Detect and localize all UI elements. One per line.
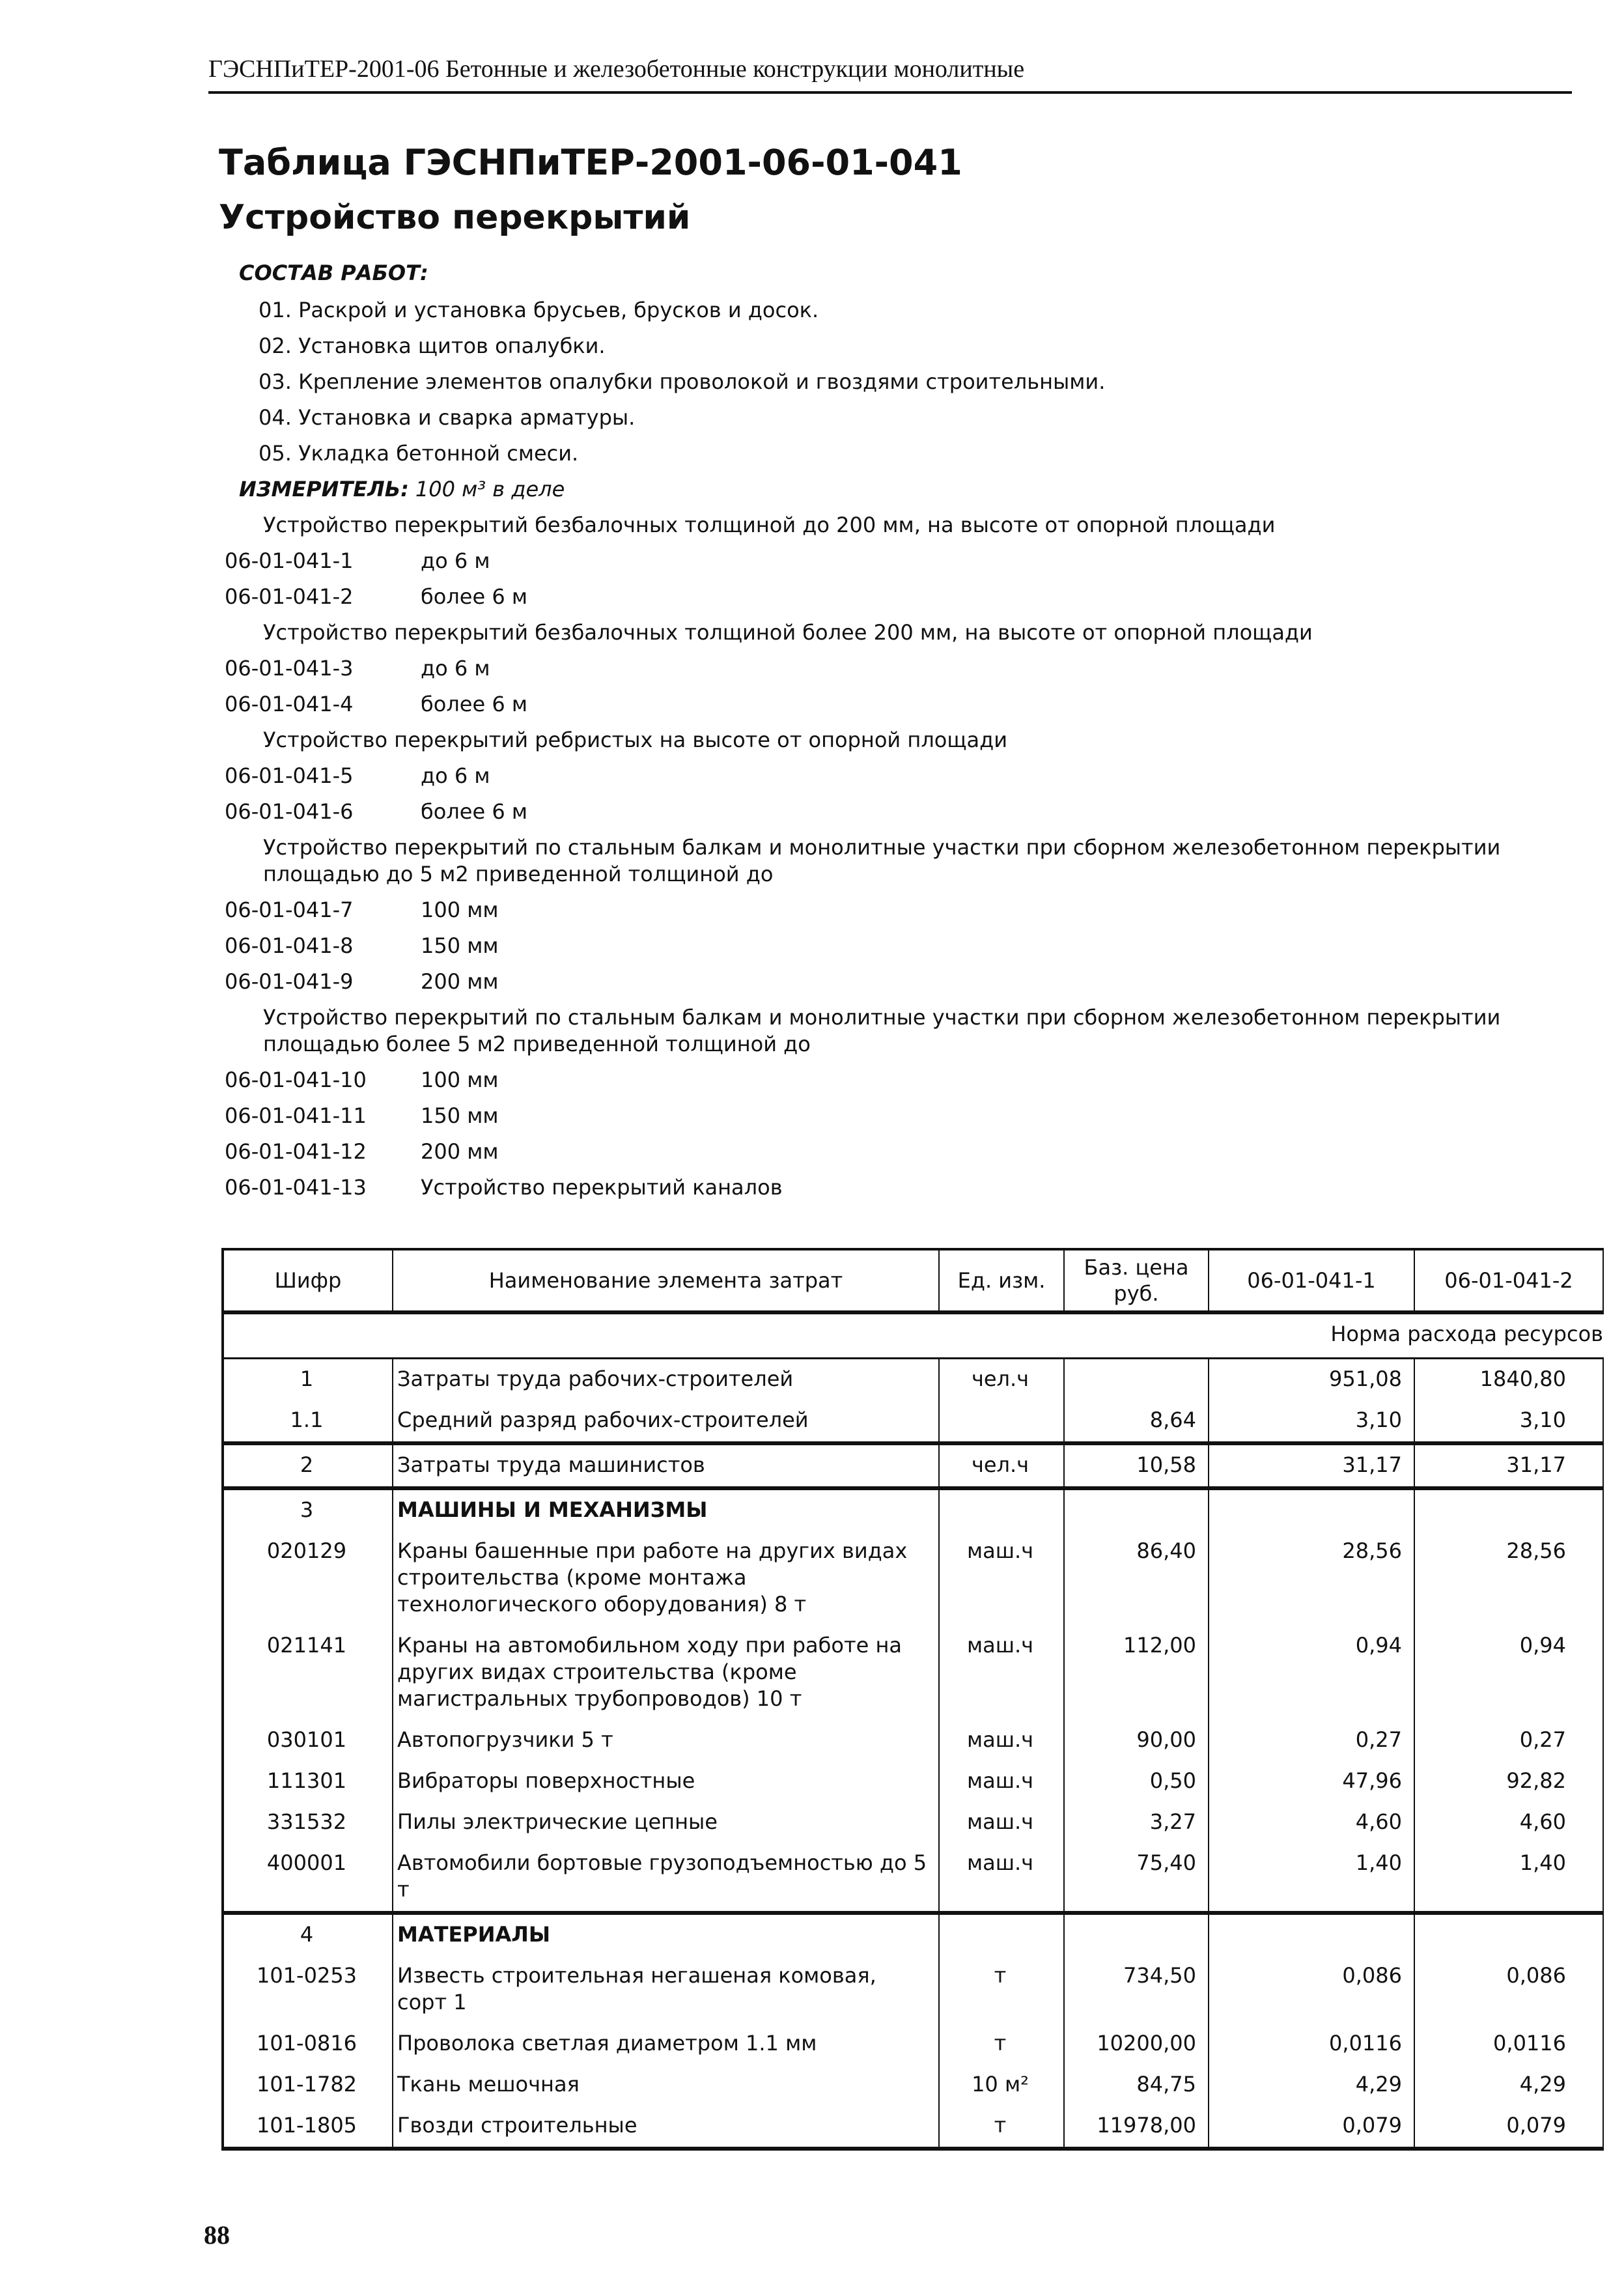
cell-unit: т bbox=[939, 2106, 1064, 2149]
column-header: 06-01-041-2 bbox=[1414, 1249, 1603, 1312]
column-header: Баз. цена руб. bbox=[1064, 1249, 1209, 1312]
column-header: 06-01-041-1 bbox=[1209, 1249, 1414, 1312]
norm-variant: 200 мм bbox=[421, 969, 499, 994]
cell-value-1 bbox=[1209, 1488, 1414, 1531]
cell-unit bbox=[939, 1913, 1064, 1956]
norm-variant: более 6 м bbox=[421, 799, 527, 824]
norm-code: 06-01-041-6 bbox=[225, 799, 354, 824]
cell-name: МАТЕРИАЛЫ bbox=[393, 1913, 939, 1956]
work-item: 04. Установка и сварка арматуры. bbox=[259, 405, 636, 430]
cell-name: Гвозди строительные bbox=[393, 2106, 939, 2149]
norm-code: 06-01-041-1 bbox=[225, 548, 354, 573]
cell-price bbox=[1064, 1913, 1209, 1956]
cell-price: 112,00 bbox=[1064, 1626, 1209, 1720]
cell-unit: т bbox=[939, 1956, 1064, 2024]
cell-price: 10,58 bbox=[1064, 1443, 1209, 1488]
cell-value-2: 4,60 bbox=[1414, 1802, 1603, 1843]
cell-value-1: 0,0116 bbox=[1209, 2024, 1414, 2065]
group-description: Устройство перекрытий по стальным балкам и монолитные участки при сборном железобетонном перекрытии площадью до 5 м2 приведенной толщиной до bbox=[263, 835, 1501, 886]
table-row bbox=[223, 1802, 1603, 1843]
table-subtitle: Устройство перекрытий bbox=[219, 198, 691, 237]
cell-name: Средний разряд рабочих-строителей bbox=[393, 1400, 939, 1443]
norm-code: 06-01-041-10 bbox=[225, 1067, 367, 1092]
column-header: Наименование элемента затрат bbox=[393, 1249, 939, 1312]
cell-value-2: 4,29 bbox=[1414, 2065, 1603, 2106]
cell-name: Затраты труда рабочих-строителей bbox=[393, 1359, 939, 1401]
norm-variant: более 6 м bbox=[421, 584, 527, 609]
cell-price: 75,40 bbox=[1064, 1843, 1209, 1913]
norm-variant: 150 мм bbox=[421, 1103, 499, 1128]
cell-code: 2 bbox=[223, 1443, 393, 1488]
cell-price: 84,75 bbox=[1064, 2065, 1209, 2106]
table-title: Таблица ГЭСНПиТЕР-2001-06-01-041 bbox=[219, 142, 962, 183]
norm-code: 06-01-041-5 bbox=[225, 763, 354, 788]
table-row bbox=[223, 2024, 1603, 2065]
cell-name: Проволока светлая диаметром 1.1 мм bbox=[393, 2024, 939, 2065]
cell-value-2: 0,086 bbox=[1414, 1956, 1603, 2024]
column-header: Шифр bbox=[223, 1249, 393, 1312]
cell-value-1: 1,40 bbox=[1209, 1843, 1414, 1913]
table-row bbox=[223, 1843, 1603, 1913]
cell-name: Известь строительная негашеная комовая, сорт 1 bbox=[393, 1956, 939, 2024]
page-number: 88 bbox=[204, 2220, 230, 2250]
cell-price: 10200,00 bbox=[1064, 2024, 1209, 2065]
cell-value-1: 0,27 bbox=[1209, 1720, 1414, 1761]
cell-value-1: 0,086 bbox=[1209, 1956, 1414, 2024]
cell-value-2 bbox=[1414, 1913, 1603, 1956]
cell-code: 331532 bbox=[223, 1802, 393, 1843]
cell-unit: маш.ч bbox=[939, 1720, 1064, 1761]
cell-value-1: 951,08 bbox=[1209, 1359, 1414, 1401]
norm-code: 06-01-041-2 bbox=[225, 584, 354, 609]
norm-code: 06-01-041-7 bbox=[225, 898, 354, 922]
cell-unit: маш.ч bbox=[939, 1843, 1064, 1913]
cell-value-1: 3,10 bbox=[1209, 1400, 1414, 1443]
cell-value-1: 4,29 bbox=[1209, 2065, 1414, 2106]
table-row bbox=[223, 1761, 1603, 1802]
norm-code: 06-01-041-4 bbox=[225, 692, 354, 716]
norm-code: 06-01-041-3 bbox=[225, 656, 354, 681]
works-label: СОСТАВ РАБОТ: bbox=[239, 261, 428, 285]
meter-line bbox=[239, 476, 565, 503]
table-row bbox=[223, 1488, 1603, 1531]
norm-variant: более 6 м bbox=[421, 692, 527, 716]
cell-code: 101-1782 bbox=[223, 2065, 393, 2106]
cell-price bbox=[1064, 1359, 1209, 1401]
cell-unit: маш.ч bbox=[939, 1531, 1064, 1626]
cell-name: Пилы электрические цепные bbox=[393, 1802, 939, 1843]
meter-label: ИЗМЕРИТЕЛЬ: bbox=[239, 477, 409, 502]
cell-code: 1.1 bbox=[223, 1400, 393, 1443]
cell-value-2: 31,17 bbox=[1414, 1443, 1603, 1488]
cell-name: Краны башенные при работе на других видах строительства (кроме монтажа технологического оборудования) 8 т bbox=[393, 1531, 939, 1626]
norm-code: 06-01-041-12 bbox=[225, 1139, 367, 1164]
running-head: ГЭСНПиТЕР-2001-06 Бетонные и железобетонные конструкции монолитные bbox=[208, 55, 1025, 83]
cell-name: Ткань мешочная bbox=[393, 2065, 939, 2106]
cell-price: 90,00 bbox=[1064, 1720, 1209, 1761]
cell-unit: 10 м² bbox=[939, 2065, 1064, 2106]
cell-value-2: 28,56 bbox=[1414, 1531, 1603, 1626]
group-description: Устройство перекрытий ребристых на высоте от опорной площади bbox=[263, 728, 1008, 752]
cell-unit: маш.ч bbox=[939, 1802, 1064, 1843]
cell-name: Затраты труда машинистов bbox=[393, 1443, 939, 1488]
work-item: 05. Укладка бетонной смеси. bbox=[259, 441, 579, 466]
header-rule bbox=[208, 91, 1572, 94]
cell-code: 4 bbox=[223, 1913, 393, 1956]
group-description: Устройство перекрытий по стальным балкам и монолитные участки при сборном железобетонном перекрытии площадью более 5 м2 приведенной толщиной до bbox=[263, 1005, 1501, 1056]
table-row bbox=[223, 1400, 1603, 1443]
cell-value-2: 0,27 bbox=[1414, 1720, 1603, 1761]
table-row bbox=[223, 1359, 1603, 1401]
table-row bbox=[223, 1443, 1603, 1488]
norm-variant: Устройство перекрытий каналов bbox=[421, 1175, 783, 1200]
cell-unit: чел.ч bbox=[939, 1359, 1064, 1401]
cell-price: 0,50 bbox=[1064, 1761, 1209, 1802]
table-row bbox=[223, 1531, 1603, 1626]
cell-name: МАШИНЫ И МЕХАНИЗМЫ bbox=[393, 1488, 939, 1531]
cell-value-2: 1840,80 bbox=[1414, 1359, 1603, 1401]
group-description: Устройство перекрытий безбалочных толщиной до 200 мм, на высоте от опорной площади bbox=[263, 513, 1276, 537]
cell-value-1: 47,96 bbox=[1209, 1761, 1414, 1802]
norm-variant: 150 мм bbox=[421, 933, 499, 958]
norm-code: 06-01-041-11 bbox=[225, 1103, 367, 1128]
cell-value-1 bbox=[1209, 1913, 1414, 1956]
norm-code: 06-01-041-13 bbox=[225, 1175, 367, 1200]
cell-code: 101-1805 bbox=[223, 2106, 393, 2149]
cell-unit: маш.ч bbox=[939, 1761, 1064, 1802]
cell-code: 020129 bbox=[223, 1531, 393, 1626]
cell-value-2: 0,0116 bbox=[1414, 2024, 1603, 2065]
cell-value-1: 28,56 bbox=[1209, 1531, 1414, 1626]
cell-code: 1 bbox=[223, 1359, 393, 1401]
cell-unit bbox=[939, 1400, 1064, 1443]
cell-price: 11978,00 bbox=[1064, 2106, 1209, 2149]
cell-code: 400001 bbox=[223, 1843, 393, 1913]
cell-code: 030101 bbox=[223, 1720, 393, 1761]
norm-variant: до 6 м bbox=[421, 763, 490, 788]
norm-variant: 100 мм bbox=[421, 1067, 499, 1092]
cell-name: Автомобили бортовые грузоподъемностью до 5 т bbox=[393, 1843, 939, 1913]
cell-value-2 bbox=[1414, 1488, 1603, 1531]
cell-value-2: 0,94 bbox=[1414, 1626, 1603, 1720]
table-row bbox=[223, 2106, 1603, 2149]
cell-code: 3 bbox=[223, 1488, 393, 1531]
cell-name: Вибраторы поверхностные bbox=[393, 1761, 939, 1802]
table-row bbox=[223, 1720, 1603, 1761]
cell-name: Автопогрузчики 5 т bbox=[393, 1720, 939, 1761]
table-row bbox=[223, 1626, 1603, 1720]
cell-price bbox=[1064, 1488, 1209, 1531]
work-item: 03. Крепление элементов опалубки проволокой и гвоздями строительными. bbox=[259, 369, 1106, 394]
work-item: 01. Раскрой и установка брусьев, брусков и досок. bbox=[259, 298, 819, 322]
table-row bbox=[223, 1956, 1603, 2024]
cell-price: 8,64 bbox=[1064, 1400, 1209, 1443]
norm-variant: 100 мм bbox=[421, 898, 499, 922]
table-row bbox=[223, 1913, 1603, 1956]
norms-table bbox=[221, 1248, 1603, 2151]
cell-price: 86,40 bbox=[1064, 1531, 1209, 1626]
cell-unit: чел.ч bbox=[939, 1443, 1064, 1488]
cell-value-2: 92,82 bbox=[1414, 1761, 1603, 1802]
cell-value-1: 0,079 bbox=[1209, 2106, 1414, 2149]
cell-value-2: 3,10 bbox=[1414, 1400, 1603, 1443]
norm-variant: до 6 м bbox=[421, 656, 490, 681]
cell-name: Краны на автомобильном ходу при работе на других видах строительства (кроме магистральных трубопроводов) 10 т bbox=[393, 1626, 939, 1720]
cell-value-2: 0,079 bbox=[1414, 2106, 1603, 2149]
cell-unit bbox=[939, 1488, 1064, 1531]
cell-value-1: 0,94 bbox=[1209, 1626, 1414, 1720]
cell-price: 734,50 bbox=[1064, 1956, 1209, 2024]
norm-code: 06-01-041-9 bbox=[225, 969, 354, 994]
cell-value-1: 31,17 bbox=[1209, 1443, 1414, 1488]
table-row bbox=[223, 2065, 1603, 2106]
cell-price: 3,27 bbox=[1064, 1802, 1209, 1843]
cell-value-2: 1,40 bbox=[1414, 1843, 1603, 1913]
cell-unit: т bbox=[939, 2024, 1064, 2065]
norm-variant: до 6 м bbox=[421, 548, 490, 573]
cell-code: 101-0253 bbox=[223, 1956, 393, 2024]
norm-label: Норма расхода ресурсов bbox=[223, 1312, 1603, 1359]
norm-variant: 200 мм bbox=[421, 1139, 499, 1164]
cell-code: 101-0816 bbox=[223, 2024, 393, 2065]
meter-value: 100 м³ в деле bbox=[415, 477, 565, 502]
norm-code: 06-01-041-8 bbox=[225, 933, 354, 958]
cell-unit: маш.ч bbox=[939, 1626, 1064, 1720]
cell-code: 021141 bbox=[223, 1626, 393, 1720]
column-header: Ед. изм. bbox=[939, 1249, 1064, 1312]
group-description: Устройство перекрытий безбалочных толщиной более 200 мм, на высоте от опорной площади bbox=[263, 620, 1313, 645]
cell-code: 111301 bbox=[223, 1761, 393, 1802]
cell-value-1: 4,60 bbox=[1209, 1802, 1414, 1843]
work-item: 02. Установка щитов опалубки. bbox=[259, 333, 606, 358]
